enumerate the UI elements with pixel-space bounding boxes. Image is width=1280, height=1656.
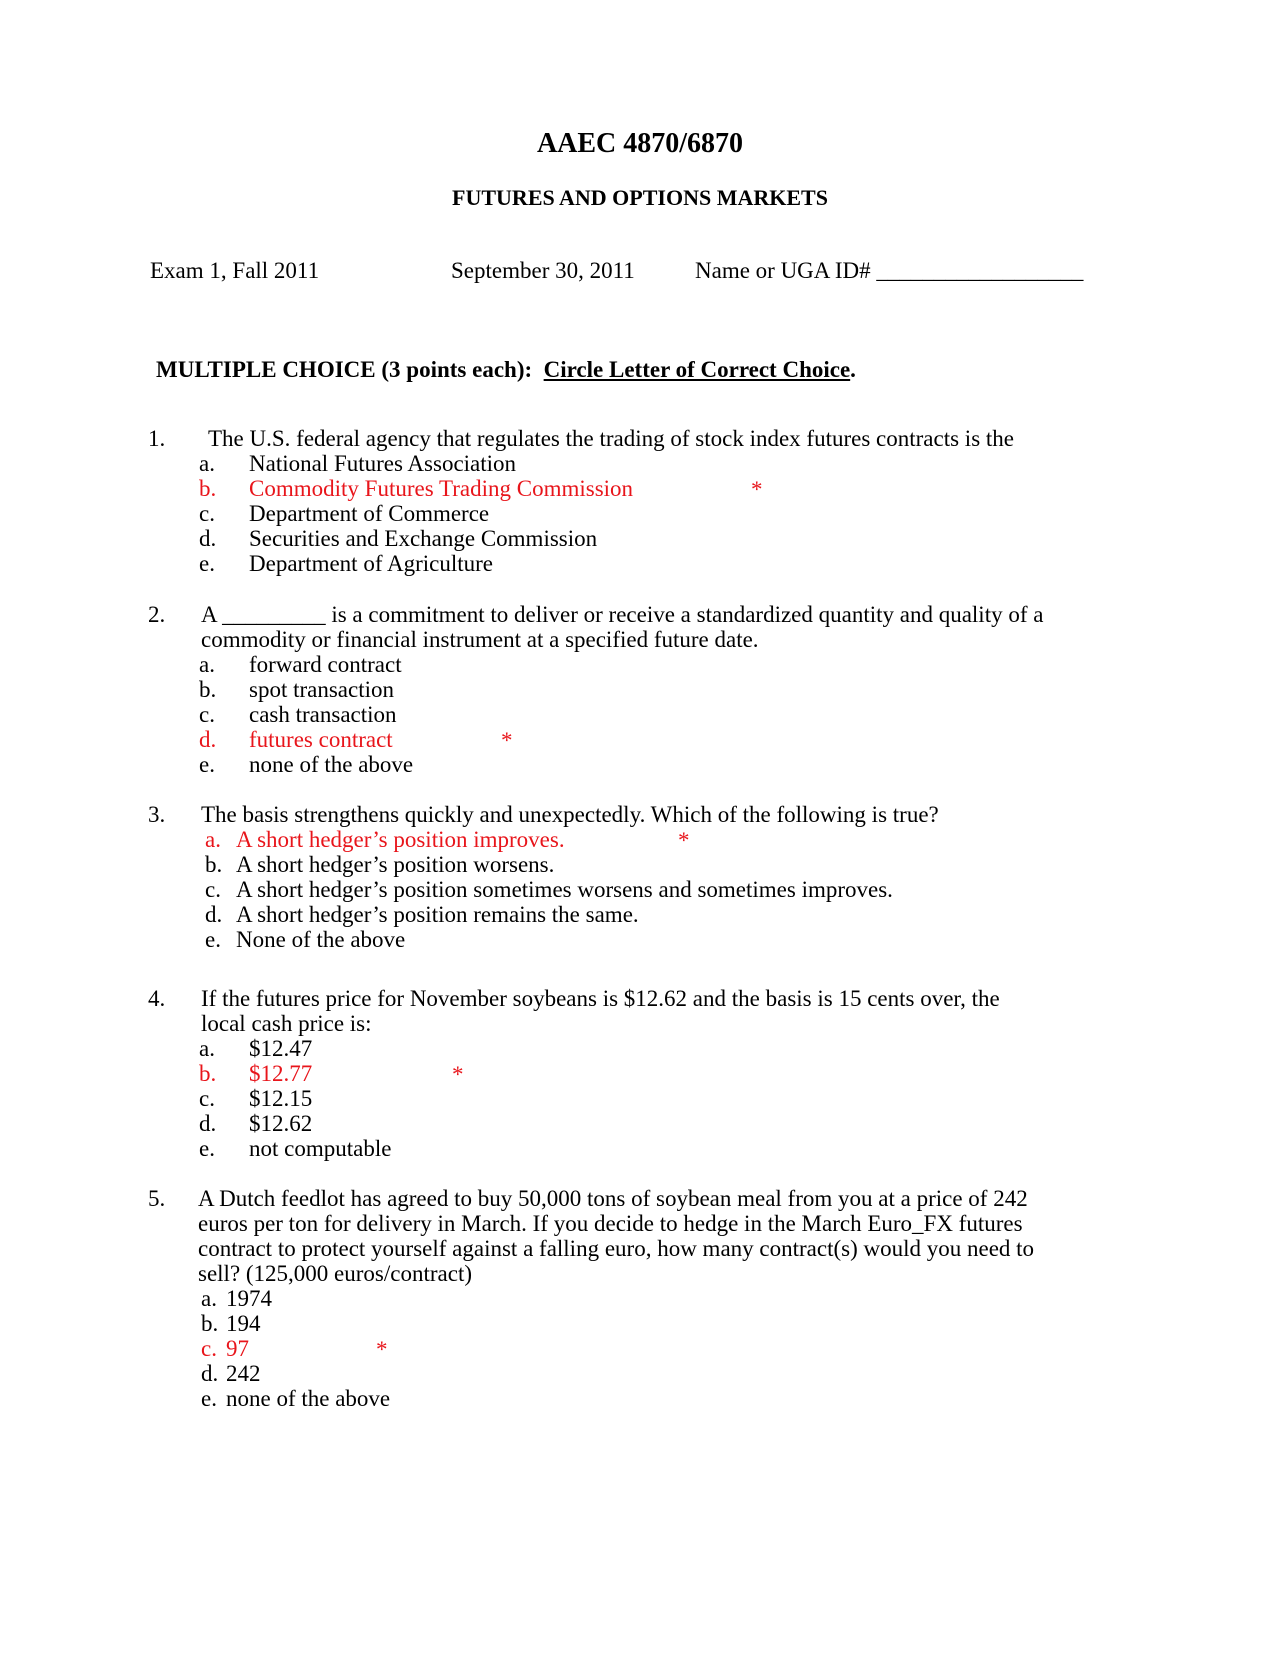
course-subtitle: FUTURES AND OPTIONS MARKETS	[452, 185, 828, 210]
question-text-line-3: contract to protect yourself against a falling euro, how many contract(s) would you need to	[198, 1236, 1035, 1261]
question-text: The U.S. federal agency that regulates the trading of stock index futures contracts is the	[208, 426, 1014, 451]
section-period: .	[850, 357, 856, 382]
option-letter: a.	[205, 827, 221, 852]
option-letter: c.	[205, 877, 221, 902]
option-letter: b.	[199, 1061, 217, 1086]
option-text: forward contract	[249, 652, 402, 677]
name-field-label: Name or UGA ID# __________________	[695, 258, 1084, 283]
question-text: The basis strengthens quickly and unexpectedly. Which of the following is true?	[201, 802, 939, 827]
exam-label: Exam 1, Fall 2011	[150, 258, 320, 283]
option-letter: e.	[205, 927, 221, 952]
exam-date: September 30, 2011	[451, 258, 635, 283]
option-text: $12.62	[249, 1111, 313, 1136]
option-letter: d.	[201, 1361, 219, 1386]
option-text: $12.77	[249, 1061, 313, 1086]
option-letter: a.	[199, 652, 215, 677]
question-number: 5.	[148, 1186, 166, 1211]
option-letter: b.	[199, 677, 217, 702]
question-text-line-4: sell? (125,000 euros/contract)	[198, 1261, 472, 1286]
question-number: 1.	[148, 426, 166, 451]
option-letter: d.	[199, 727, 217, 752]
option-text: National Futures Association	[249, 451, 517, 476]
option-letter: a.	[199, 1036, 215, 1061]
option-text: 1974	[226, 1286, 272, 1311]
section-heading	[156, 357, 856, 383]
option-text: Department of Agriculture	[249, 551, 493, 576]
option-text: A short hedger’s position remains the same.	[236, 902, 639, 927]
option-text: $12.15	[249, 1086, 313, 1111]
option-letter: b.	[199, 476, 217, 501]
question-text-line-2: local cash price is:	[201, 1011, 372, 1036]
option-letter: c.	[199, 501, 215, 526]
option-text: $12.47	[249, 1036, 313, 1061]
option-text: futures contract	[249, 727, 393, 752]
option-text: None of the above	[236, 927, 406, 952]
question-number: 3.	[148, 802, 166, 827]
option-letter: a.	[201, 1286, 217, 1311]
option-text: none of the above	[249, 752, 414, 777]
course-title: AAEC 4870/6870	[536, 128, 744, 159]
question-text-line-1: A Dutch feedlot has agreed to buy 50,000 tons of soybean meal from you at a price of 242	[198, 1186, 1028, 1211]
option-text: Commodity Futures Trading Commission	[249, 476, 634, 501]
option-letter: e.	[199, 752, 215, 777]
question-number: 4.	[148, 986, 166, 1011]
option-text: none of the above	[226, 1386, 391, 1411]
option-text: spot transaction	[249, 677, 394, 702]
question-text-line-1: If the futures price for November soybeans is $12.62 and the basis is 15 cents over, the	[201, 986, 1000, 1011]
option-letter: d.	[199, 526, 217, 551]
option-letter: a.	[199, 451, 215, 476]
option-letter: d.	[205, 902, 223, 927]
option-letter: e.	[201, 1386, 217, 1411]
correct-answer-marker: *	[501, 728, 513, 753]
option-letter: d.	[199, 1111, 217, 1136]
option-text: A short hedger’s position worsens.	[236, 852, 555, 877]
section-heading-text: MULTIPLE CHOICE (3 points each):	[156, 357, 533, 382]
option-text: Department of Commerce	[249, 501, 490, 526]
option-letter: b.	[205, 852, 223, 877]
correct-answer-marker: *	[452, 1062, 464, 1087]
option-text: A short hedger’s position sometimes worsens and sometimes improves.	[236, 877, 893, 902]
option-text: not computable	[249, 1136, 392, 1161]
option-text: A short hedger’s position improves.	[236, 827, 565, 852]
question-text-line-2: commodity or financial instrument at a specified future date.	[201, 627, 759, 652]
section-instruction: Circle Letter of Correct Choice	[543, 357, 851, 382]
option-text: 242	[226, 1361, 261, 1386]
question-text-line-1: A _________ is a commitment to deliver or receive a standardized quantity and quality of a	[201, 602, 1044, 627]
correct-answer-marker: *	[751, 477, 763, 502]
option-letter: c.	[201, 1336, 217, 1361]
option-letter: c.	[199, 1086, 215, 1111]
question-number: 2.	[148, 602, 166, 627]
option-letter: c.	[199, 702, 215, 727]
correct-answer-marker: *	[376, 1337, 388, 1362]
option-letter: e.	[199, 1136, 215, 1161]
option-text: 97	[226, 1336, 249, 1361]
question-text-line-2: euros per ton for delivery in March. If you decide to hedge in the March Euro_FX futures	[198, 1211, 1023, 1236]
option-text: Securities and Exchange Commission	[249, 526, 598, 551]
option-letter: e.	[199, 551, 215, 576]
option-text: 194	[226, 1311, 261, 1336]
correct-answer-marker: *	[678, 828, 690, 853]
option-letter: b.	[201, 1311, 219, 1336]
option-text: cash transaction	[249, 702, 397, 727]
